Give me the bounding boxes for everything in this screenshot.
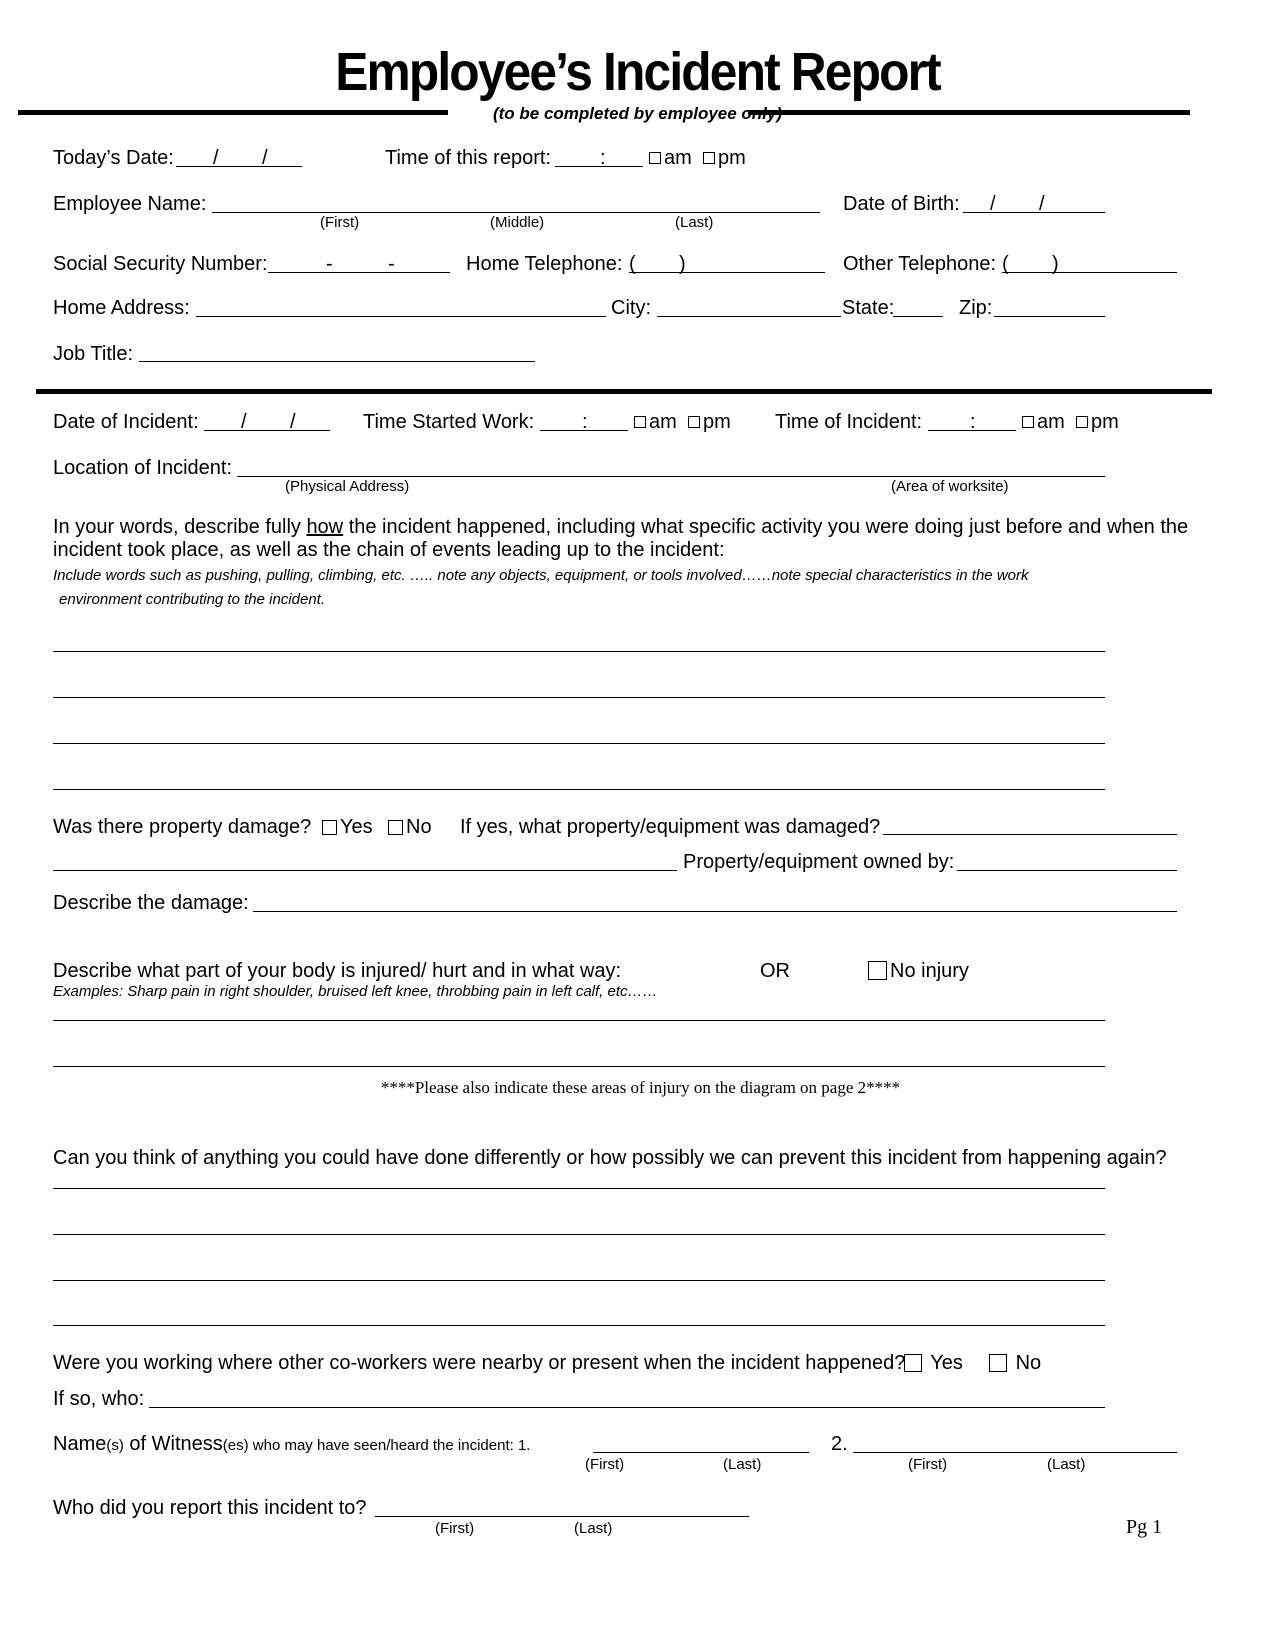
no-injury-checkbox[interactable] xyxy=(868,961,887,980)
physical-address-caption: (Physical Address) xyxy=(285,478,410,495)
location-label: Location of Incident: xyxy=(53,457,233,479)
prevent-question: Can you think of anything you could have done differently or how possibly we can prevent this incident from happening again? xyxy=(53,1147,1167,1169)
prevent-answer-line[interactable] xyxy=(53,1234,1105,1235)
date-slash: / xyxy=(262,147,268,169)
diagram-note: ****Please also indicate these areas of injury on the diagram on page 2**** xyxy=(380,1078,901,1097)
prevent-answer-line[interactable] xyxy=(53,1188,1105,1189)
time-colon: : xyxy=(600,147,606,169)
city-label: City: xyxy=(611,297,651,319)
describe-hint-line2: environment contributing to the incident. xyxy=(59,591,325,608)
job-title-field[interactable] xyxy=(139,361,535,362)
paren-close: ) xyxy=(1052,253,1059,275)
witness-2-field[interactable] xyxy=(853,1452,1177,1453)
injury-answer-line[interactable] xyxy=(53,1020,1105,1021)
describe-answer-line[interactable] xyxy=(53,697,1105,698)
no-checkbox[interactable] xyxy=(388,820,403,835)
report-am-option[interactable]: am xyxy=(643,146,692,170)
witness-label: Name(s) of Witness(es) who may have seen/heard the incident: 1. xyxy=(53,1433,531,1455)
report-to-first-caption: (First) xyxy=(435,1520,475,1537)
coworkers-question: Were you working where other co-workers were nearby or present when the incident happened? xyxy=(53,1352,906,1374)
incident-pm-option[interactable]: pm xyxy=(1070,410,1119,434)
injury-examples: Examples: Sharp pain in right shoulder, bruised left knee, throbbing pain in left calf, etc…… xyxy=(53,983,658,1000)
zip-label: Zip: xyxy=(959,297,993,319)
page-title: Employee’s Incident Report xyxy=(335,42,940,102)
city-field[interactable] xyxy=(657,316,841,317)
witness-1-last-caption: (Last) xyxy=(723,1456,762,1473)
time-of-report-field[interactable] xyxy=(555,166,643,167)
coworkers-yes-option[interactable]: Yes xyxy=(898,1351,963,1375)
pm-checkbox[interactable] xyxy=(703,152,715,164)
date-slash: / xyxy=(1039,193,1045,215)
report-to-question: Who did you report this incident to? xyxy=(53,1497,367,1519)
home-address-label: Home Address: xyxy=(53,297,190,319)
how-emphasis: how xyxy=(306,516,344,538)
started-pm-option[interactable]: pm xyxy=(682,410,731,434)
date-slash: / xyxy=(290,411,296,433)
yes-checkbox[interactable] xyxy=(322,820,337,835)
home-address-field[interactable] xyxy=(196,316,606,317)
property-no-option[interactable]: No xyxy=(382,815,432,839)
am-checkbox[interactable] xyxy=(1022,416,1034,428)
owned-by-field[interactable] xyxy=(957,870,1177,871)
describe-prompt-line1: In your words, describe fully how the incident happened, including what specific activity you were doing just before and when the xyxy=(53,516,1189,538)
date-of-incident-label: Date of Incident: xyxy=(53,411,199,433)
report-to-field[interactable] xyxy=(375,1516,749,1517)
employee-name-field[interactable] xyxy=(212,212,820,213)
ssn-dash: - xyxy=(388,253,395,275)
location-field[interactable] xyxy=(237,476,1105,477)
todays-date-field[interactable] xyxy=(176,166,302,167)
injury-answer-line[interactable] xyxy=(53,1066,1105,1067)
if-so-who-field[interactable] xyxy=(149,1407,1105,1408)
ssn-field[interactable] xyxy=(268,272,450,273)
property-damaged-field-cont[interactable] xyxy=(53,870,677,871)
job-title-label: Job Title: xyxy=(53,343,134,365)
witness-2-number: 2. xyxy=(831,1433,848,1455)
describe-answer-line[interactable] xyxy=(53,743,1105,744)
prevent-answer-line[interactable] xyxy=(53,1325,1105,1326)
report-to-last-caption: (Last) xyxy=(574,1520,613,1537)
incident-am-option[interactable]: am xyxy=(1016,410,1065,434)
date-slash: / xyxy=(241,411,247,433)
started-am-option[interactable]: am xyxy=(628,410,677,434)
ssn-dash: - xyxy=(326,253,333,275)
pm-checkbox[interactable] xyxy=(1076,416,1088,428)
time-of-report-label: Time of this report: xyxy=(385,147,551,169)
page-subtitle: (to be completed by employee only) xyxy=(492,104,783,123)
other-telephone-field[interactable] xyxy=(1002,272,1177,273)
home-telephone-field[interactable] xyxy=(629,272,825,273)
coworkers-no-option[interactable]: No xyxy=(983,1351,1041,1375)
describe-hint-line1: Include words such as pushing, pulling, climbing, etc. ….. note any objects, equipment, or tools involved……note special characteristics in the work xyxy=(53,567,1029,584)
other-telephone-label: Other Telephone: xyxy=(843,253,997,275)
first-caption: (First) xyxy=(320,214,360,231)
property-damaged-field[interactable] xyxy=(883,834,1177,835)
report-pm-option[interactable]: pm xyxy=(697,146,746,170)
owned-by-label: Property/equipment owned by: xyxy=(683,851,955,873)
area-of-worksite-caption: (Area of worksite) xyxy=(891,478,1009,495)
state-label: State: xyxy=(842,297,895,319)
pm-checkbox[interactable] xyxy=(688,416,700,428)
time-colon: : xyxy=(582,411,588,433)
date-slash: / xyxy=(213,147,219,169)
describe-prompt-line2: incident took place, as well as the chain of events leading up to the incident: xyxy=(53,539,725,561)
dob-field[interactable] xyxy=(963,212,1105,213)
describe-damage-field[interactable] xyxy=(253,911,1177,912)
todays-date-label: Today’s Date: xyxy=(53,147,174,169)
am-checkbox[interactable] xyxy=(634,416,646,428)
or-label: OR xyxy=(760,960,790,982)
describe-damage-label: Describe the damage: xyxy=(53,892,249,914)
witness-1-first-caption: (First) xyxy=(585,1456,625,1473)
page-number: Pg 1 xyxy=(1126,1516,1163,1538)
witness-2-last-caption: (Last) xyxy=(1047,1456,1086,1473)
yes-checkbox[interactable] xyxy=(904,1354,922,1372)
zip-field[interactable] xyxy=(994,316,1105,317)
if-so-who-label: If so, who: xyxy=(53,1388,145,1410)
paren-open: ( xyxy=(1002,253,1009,275)
property-if-yes-label: If yes, what property/equipment was damaged? xyxy=(460,816,881,838)
middle-caption: (Middle) xyxy=(490,214,545,231)
am-checkbox[interactable] xyxy=(649,152,661,164)
date-slash: / xyxy=(990,193,996,215)
no-injury-option[interactable]: No injury xyxy=(862,959,969,983)
home-telephone-label: Home Telephone: xyxy=(466,253,623,275)
state-field[interactable] xyxy=(893,316,943,317)
employee-name-label: Employee Name: xyxy=(53,193,207,215)
injury-question: Describe what part of your body is injured/ hurt and in what way: xyxy=(53,960,622,982)
property-damage-question: Was there property damage? xyxy=(53,816,312,838)
dob-label: Date of Birth: xyxy=(843,193,960,215)
no-checkbox[interactable] xyxy=(989,1354,1007,1372)
ssn-label: Social Security Number: xyxy=(53,253,268,275)
witness-1-field[interactable] xyxy=(593,1452,809,1453)
time-of-incident-label: Time of Incident: xyxy=(775,411,923,433)
prevent-answer-line[interactable] xyxy=(53,1280,1105,1281)
last-caption: (Last) xyxy=(675,214,714,231)
time-started-work-label: Time Started Work: xyxy=(363,411,535,433)
paren-open: ( xyxy=(629,253,636,275)
time-colon: : xyxy=(970,411,976,433)
date-of-incident-field[interactable] xyxy=(204,430,330,431)
section-divider xyxy=(36,389,1212,394)
describe-answer-line[interactable] xyxy=(53,651,1105,652)
paren-close: ) xyxy=(679,253,686,275)
property-yes-option[interactable]: Yes xyxy=(316,815,373,839)
describe-answer-line[interactable] xyxy=(53,789,1105,790)
witness-2-first-caption: (First) xyxy=(908,1456,948,1473)
